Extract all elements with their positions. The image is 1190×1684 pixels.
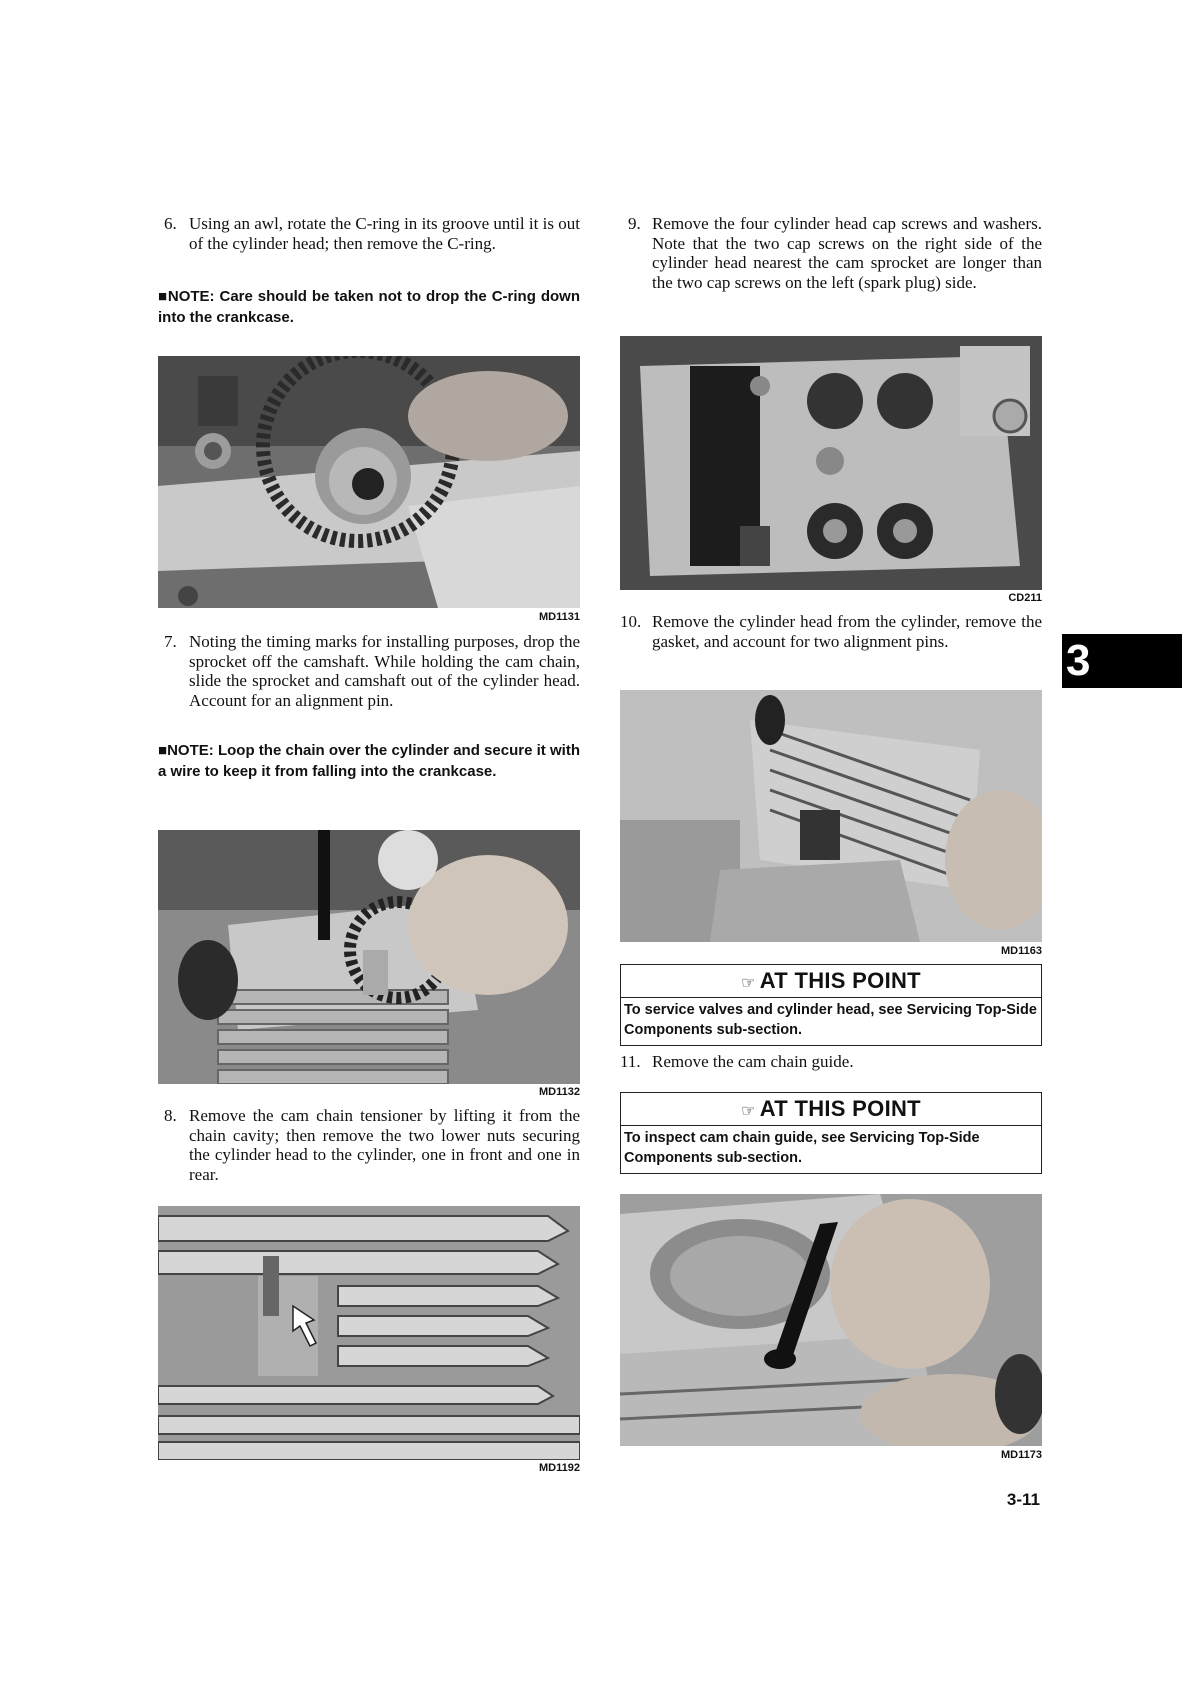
- step-text: Noting the timing marks for installing purposes, drop the sprocket off the camshaft. While holding the cam chain, slide the sprocket and camshaft out of the cylinder head. Account for an alignment pin.: [189, 632, 580, 710]
- note-loop-chain: ■NOTE: Loop the chain over the cylinder and secure it with a wire to keep it from falling into the crankcase.: [158, 742, 580, 780]
- note-c-ring: ■NOTE: Care should be taken not to drop the C-ring down into the crankcase.: [158, 288, 580, 326]
- section-tab: 3: [1062, 634, 1182, 688]
- pointing-hand-icon: ☞: [741, 1103, 756, 1120]
- step-10: [620, 612, 1042, 651]
- step-number: 9.: [628, 214, 641, 233]
- at-this-point-heading: [621, 965, 1041, 998]
- photo-cylinder-head-top: [620, 336, 1042, 590]
- photo-cam-chain-guide: [620, 1194, 1042, 1446]
- at-this-point-label: AT THIS POINT: [759, 1096, 921, 1121]
- page-number: 3-11: [1006, 1490, 1040, 1509]
- at-this-point-box-service: [620, 964, 1042, 1046]
- at-this-point-heading: [621, 1093, 1041, 1126]
- step-number: 10.: [620, 612, 642, 631]
- step-text: Using an awl, rotate the C-ring in its groove until it is out of the cylinder head; then remove the C-ring.: [189, 214, 580, 253]
- photo-cylinder-head-removal: [620, 690, 1042, 942]
- figure-code: MD1173: [1001, 1449, 1042, 1461]
- figure-code: MD1192: [539, 1462, 580, 1474]
- at-this-point-label: AT THIS POINT: [759, 968, 921, 993]
- step-number: 7.: [164, 632, 177, 651]
- step-7: [164, 632, 580, 710]
- step-text: Remove the cam chain tensioner by lifting it from the chain cavity; then remove the two lower nuts securing the cylinder head to the cylinder, one in front and one in rear.: [189, 1106, 580, 1184]
- step-text: Remove the cylinder head from the cylinder, remove the gasket, and account for two alignment pins.: [652, 612, 1042, 651]
- pointing-hand-icon: ☞: [741, 975, 756, 992]
- step-text: Remove the four cylinder head cap screws and washers. Note that the two cap screws on the right side of the cylinder head nearest the cam sprocket are longer than the two cap screws on the left (spark plug) side.: [652, 214, 1042, 292]
- figure-code: MD1131: [539, 611, 580, 623]
- step-number: 6.: [164, 214, 177, 233]
- at-this-point-text: To inspect cam chain guide, see Servicing Top-Side Components sub-section.: [624, 1130, 980, 1166]
- step-8: [164, 1106, 580, 1184]
- figure-code: MD1163: [1001, 945, 1042, 957]
- figure-code: CD211: [1008, 592, 1042, 604]
- photo-cylinder-nut: [158, 1206, 580, 1460]
- figure-code: MD1132: [539, 1086, 580, 1098]
- step-6: [164, 214, 580, 253]
- at-this-point-text: To service valves and cylinder head, see Servicing Top-Side Components sub-section.: [624, 1002, 1037, 1038]
- photo-camshaft-c-ring: [158, 356, 580, 608]
- step-9: [628, 214, 1042, 292]
- photo-sprocket-removal: [158, 830, 580, 1084]
- step-number: 11.: [620, 1052, 641, 1071]
- step-text: Remove the cam chain guide.: [652, 1052, 854, 1071]
- step-number: 8.: [164, 1106, 177, 1125]
- step-11: [620, 1052, 1042, 1072]
- at-this-point-box-inspect: [620, 1092, 1042, 1174]
